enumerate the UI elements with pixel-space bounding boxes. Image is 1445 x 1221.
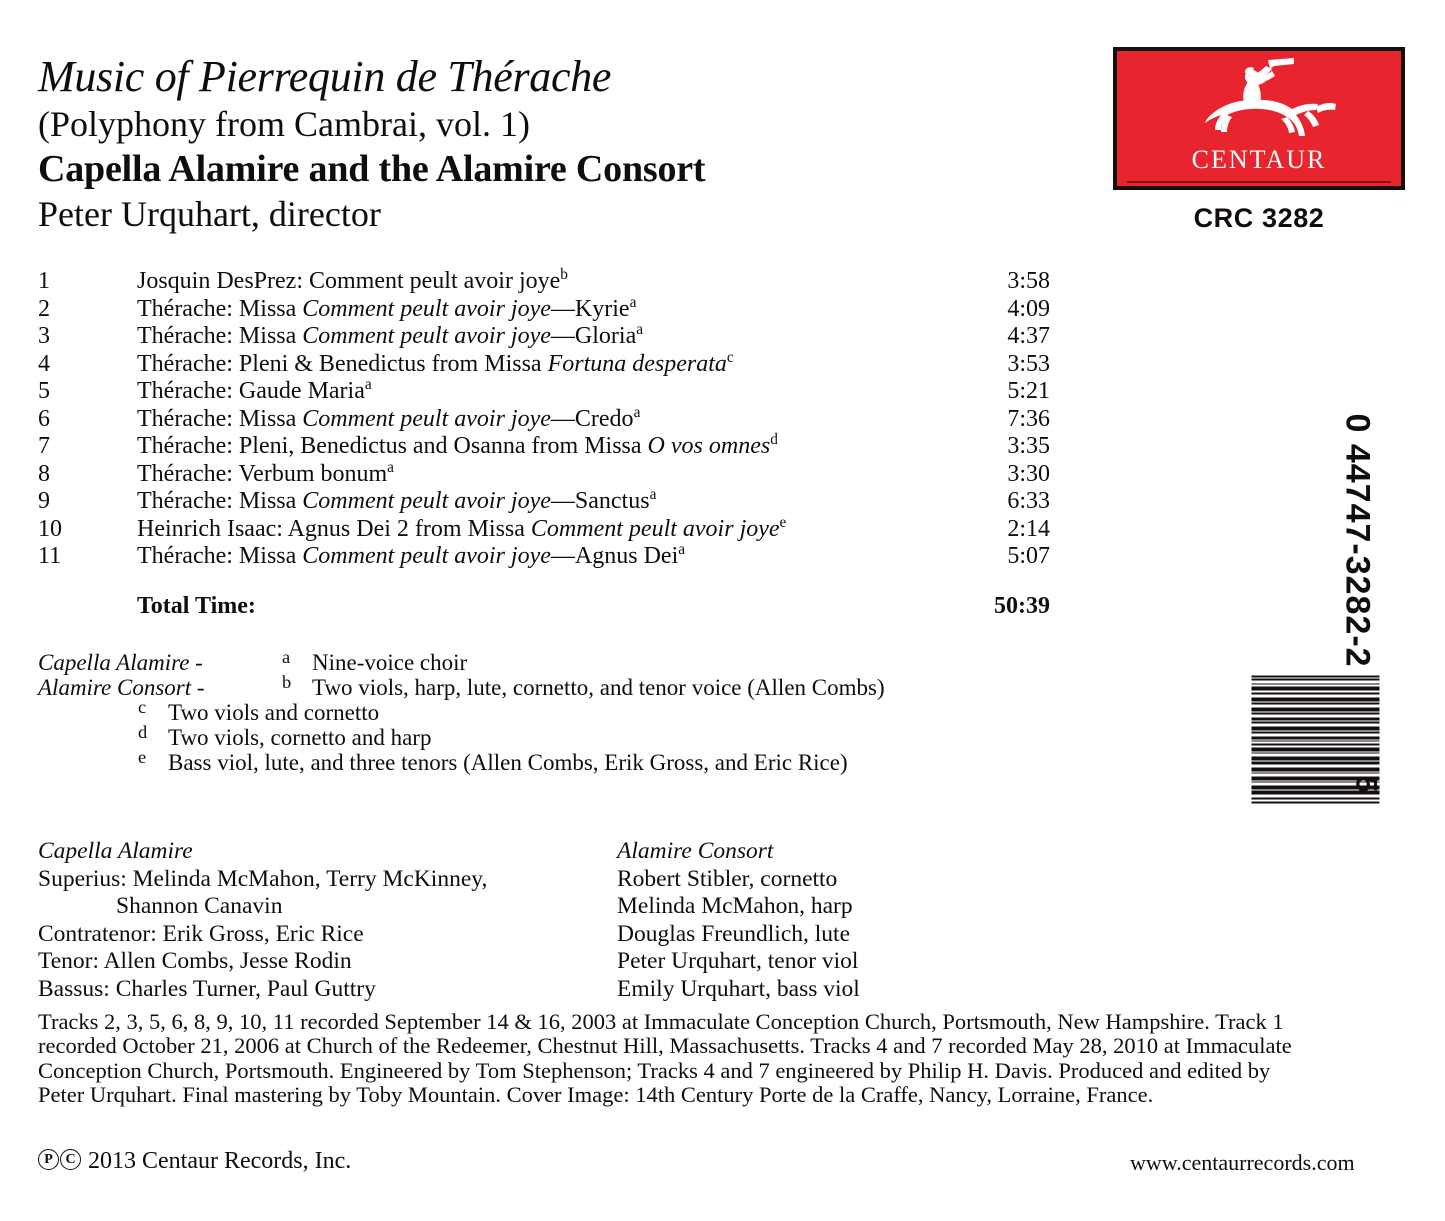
legend-group-label: Capella Alamire -	[38, 650, 203, 675]
performer-line: Douglas Freundlich, lute	[617, 920, 851, 947]
barcode-bar	[1252, 801, 1380, 803]
credit-line: Conception Church, Portsmouth. Engineered by Tom Stephenson; Tracks 4 and 7 engineered by Philip H. Davis. Produced and edited by	[38, 1057, 1271, 1083]
track-row	[38, 433, 1050, 461]
centaur-wordmark: centaur	[1191, 136, 1327, 177]
performer-line: Robert Stibler, cornetto	[617, 865, 838, 892]
track-title: Thérache: Missa Comment peult avoir joye—Gloria$^a$	[137, 321, 644, 349]
performer-line: Tenor: Allen Combs, Jesse Rodin	[38, 948, 352, 974]
legend-description: Two viols, harp, lute, cornetto, and tenor voice (Allen Combs)	[312, 675, 885, 700]
legend-description: Two viols and cornetto	[168, 700, 380, 725]
upc-barcode	[1195, 413, 1383, 803]
track-row	[38, 513, 1050, 544]
track-duration: 5:07	[1007, 543, 1050, 569]
track-number: 5	[38, 378, 50, 404]
legend-row	[38, 672, 938, 700]
performers-left-heading: Capella Alamire	[38, 838, 193, 864]
legend-marker: d	[138, 722, 148, 742]
label-branding	[1113, 47, 1405, 234]
performer-line: Bassus: Charles Turner, Paul Guttry	[38, 975, 376, 1002]
barcode-digits: 0 44747-3282-2	[1338, 413, 1377, 668]
track-row	[38, 348, 1050, 379]
track-number: 8	[38, 460, 50, 487]
legend-group-label: Alamire Consort -	[38, 675, 205, 700]
track-duration: 2:14	[1007, 515, 1050, 542]
catalog-number: CRC 3282	[1193, 203, 1325, 233]
performer-line: Superius: Melinda McMahon, Terry McKinney,	[38, 865, 488, 892]
track-duration: 3:30	[1007, 460, 1050, 487]
performer-line: Contratenor: Erik Gross, Eric Rice	[38, 920, 364, 947]
phonogram-icon: P	[38, 1149, 59, 1170]
legend-marker: a	[282, 647, 291, 667]
track-duration: 3:35	[1007, 433, 1050, 459]
tracklist	[38, 268, 1050, 620]
track-number: 1	[38, 268, 50, 294]
track-title: Thérache: Gaude Maria$^a$	[137, 376, 372, 404]
track-duration: 3:53	[1007, 350, 1050, 377]
track-row	[38, 458, 1050, 489]
performing-forces-legend	[38, 647, 938, 775]
legend-description: Nine-voice choir	[312, 650, 468, 675]
performer-line: Emily Urquhart, bass viol	[617, 975, 860, 1002]
recording-credits	[38, 1010, 1328, 1107]
album-header	[38, 52, 1078, 236]
total-time-value: 50:39	[994, 592, 1050, 619]
legend-row	[38, 747, 938, 775]
director-credit: Peter Urquhart, director	[38, 194, 381, 234]
track-title: Thérache: Missa Comment peult avoir joye—Kyrie$^a$	[137, 293, 637, 322]
legend-description: Bass viol, lute, and three tenors (Allen Combs, Erik Gross, and Eric Rice)	[168, 750, 848, 775]
track-number: 7	[38, 433, 50, 459]
performer-line: Melinda McMahon, harp	[617, 893, 853, 919]
legend-marker: e	[138, 747, 147, 767]
performers-alamire-consort	[617, 838, 1047, 1003]
track-row	[38, 323, 1050, 351]
track-row	[38, 403, 1050, 434]
copyright-notice	[38, 1148, 351, 1175]
track-duration: 5:21	[1007, 378, 1050, 404]
track-title: Thérache: Missa Comment peult avoir joye—Agnus Dei$^a$	[137, 541, 686, 569]
track-row	[38, 488, 1050, 516]
copyright-icon: C	[60, 1149, 81, 1170]
legend-description: Two viols, cornetto and harp	[168, 725, 432, 750]
centaur-trumpeter-icon	[1190, 57, 1340, 139]
performers-capella-alamire	[38, 838, 598, 1003]
credit-line: Peter Urquhart. Final mastering by Toby Mountain. Cover Image: 14th Century Porte de la Craffe, Nancy, Lorraine, France.	[38, 1081, 1154, 1107]
performer-line: Peter Urquhart, tenor viol	[617, 948, 859, 974]
legend-marker: c	[138, 697, 147, 717]
page-title: Music of Pierrequin de Thérache	[38, 52, 612, 101]
track-row	[38, 268, 1050, 296]
credit-line: recorded October 21, 2006 at Church of the Redeemer, Chestnut Hill, Massachusetts. Tracks 4 and 7 recorded May 28, 2010 at Immaculate	[38, 1033, 1292, 1059]
track-row	[38, 293, 1050, 324]
track-title: Thérache: Missa Comment peult avoir joye—Sanctus$^a$	[137, 486, 657, 514]
performer-line: Shannon Canavin	[116, 893, 283, 919]
track-row	[38, 543, 1050, 571]
legend-row	[38, 647, 938, 675]
track-number: 2	[38, 295, 50, 322]
legend-marker: b	[282, 672, 292, 692]
performers-right-heading: Alamire Consort	[617, 838, 774, 864]
track-title: Thérache: Verbum bonum$^a$	[137, 458, 394, 487]
centaur-logo	[1113, 47, 1405, 190]
track-number: 11	[38, 543, 62, 569]
track-number: 6	[38, 405, 50, 432]
track-duration: 4:09	[1007, 295, 1050, 322]
album-subtitle: (Polyphony from Cambrai, vol. 1)	[38, 104, 530, 144]
total-time-row	[38, 593, 1050, 620]
track-title: Thérache: Pleni & Benedictus from Missa Fortuna desperata$^c$	[137, 348, 734, 377]
track-title: Josquin DesPrez: Comment peult avoir joye$^b$	[137, 266, 568, 294]
track-duration: 4:37	[1007, 323, 1050, 349]
track-number: 3	[38, 323, 50, 349]
track-title: Heinrich Isaac: Agnus Dei 2 from Missa Comment peult avoir joye$^e$	[137, 513, 787, 542]
track-number: 10	[38, 515, 62, 542]
track-number: 9	[38, 488, 50, 514]
track-row	[38, 378, 1050, 406]
barcode-check-digit: 5	[1349, 775, 1383, 793]
track-duration: 7:36	[1007, 405, 1050, 432]
legend-row	[38, 722, 938, 750]
track-duration: 3:58	[1007, 268, 1050, 294]
legend-row	[38, 697, 938, 725]
ensemble-name: Capella Alamire and the Alamire Consort	[38, 148, 706, 190]
track-number: 4	[38, 350, 50, 377]
total-time-label: Total Time:	[137, 592, 256, 619]
credit-line: Tracks 2, 3, 5, 6, 8, 9, 10, 11 recorded September 14 & 16, 2003 at Immaculate Conception Church, Portsmouth, New Hampshire. Track 1	[38, 1009, 1284, 1034]
website-url[interactable]: www.centaurrecords.com	[1130, 1150, 1355, 1175]
logo-underline	[1127, 181, 1391, 183]
track-title: Thérache: Missa Comment peult avoir joye—Credo$^a$	[137, 403, 641, 432]
track-duration: 6:33	[1007, 488, 1050, 514]
copyright-text: 2013 Centaur Records, Inc.	[88, 1148, 352, 1174]
track-title: Thérache: Pleni, Benedictus and Osanna from Missa O vos omnes$^d$	[137, 431, 778, 459]
